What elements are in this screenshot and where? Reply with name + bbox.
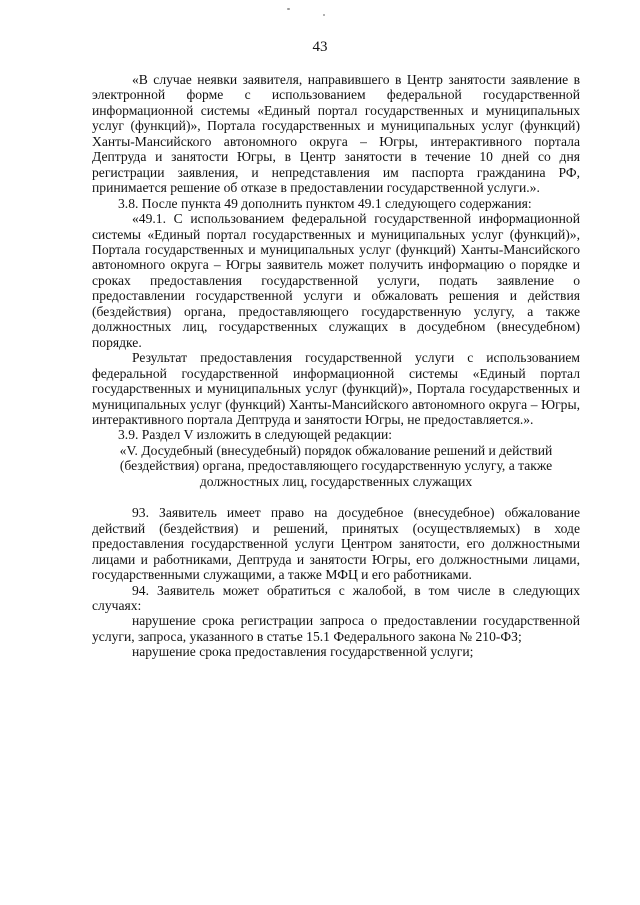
list-item-registration-deadline: нарушение срока регистрации запроса о предоставлении государственной услуги, запроса, указанного в статье 15.1 Федерального закона № 210-ФЗ; bbox=[92, 613, 580, 644]
scan-speck bbox=[287, 8, 290, 10]
page-number: 43 bbox=[312, 39, 328, 55]
section-v-heading: «V. Досудебный (внесудебный) порядок обжалование решений и действий (бездействия) органа, предоставляющего государственную услугу, а также должностных лиц, государственных служащих bbox=[119, 442, 553, 489]
section-gap bbox=[92, 489, 580, 505]
paragraph-3-9: 3.9. Раздел V изложить в следующей редакции: bbox=[118, 427, 393, 443]
paragraph-49-1: «49.1. С использованием федеральной государственной информационной системы «Единый портал государственных и муниципальных услуг (функций)», Портала государственных и муниципальных услуг (функций) Ханты-Мансийского автономного округа – Югры заявитель может получить информацию о порядке и сроках предоставления государственной услуги, подать заявление о предоставлении государственной услуги и обжаловать решения и действия (бездействия) органа, предоставляющего государственную услугу, а также должностных лиц, государственных служащих в досудебном (внесудебном) порядке. bbox=[92, 211, 580, 350]
paragraph-result-not-provided: Результат предоставления государственной услуги с использованием федеральной государственной информационной системы «Единый портал государственных и муниципальных услуг (функций)», Портала государственных и муниципальных услуг (функций) Ханты-Мансийского автономного округа – Югры, интерактивного портала Дептруда и занятости Югры, не предоставляется.». bbox=[92, 350, 580, 427]
paragraph-no-show-decision: «В случае неявки заявителя, направившего в Центр занятости заявление в электронной форме с использованием федеральной государственной информационной системы «Единый портал государственных и муниципальных услуг (функций)», Портала государственных и муниципальных услуг (функций) Ханты-Мансийского автономного округа – Югры, интерактивного портала Дептруда и занятости Югры, в Центр занятости в течение 10 дней со дня регистрации заявления, и непредставления им паспорта гражданина РФ, принимается решение об отказе в предоставлении государственной услуги.». bbox=[92, 72, 580, 196]
paragraph-3-8: 3.8. После пункта 49 дополнить пунктом 49.1 следующего содержания: bbox=[118, 195, 532, 211]
document-body bbox=[92, 72, 580, 660]
paragraph-93: 93. Заявитель имеет право на досудебное (внесудебное) обжалование действий (бездействия) и решений, принятых (осуществляемых) в ходе предоставления государственной услуги Центром занятости, его должностными лицами и работниками, Дептруда и занятости Югры, его должностными лицами, государственными служащими, а также МФЦ и его работниками. bbox=[92, 505, 580, 583]
list-item-service-deadline: нарушение срока предоставления государственной услуги; bbox=[132, 644, 474, 660]
scan-speck bbox=[323, 14, 325, 16]
paragraph-94: 94. Заявитель может обратиться с жалобой, в том числе в следующих случаях: bbox=[92, 582, 580, 613]
